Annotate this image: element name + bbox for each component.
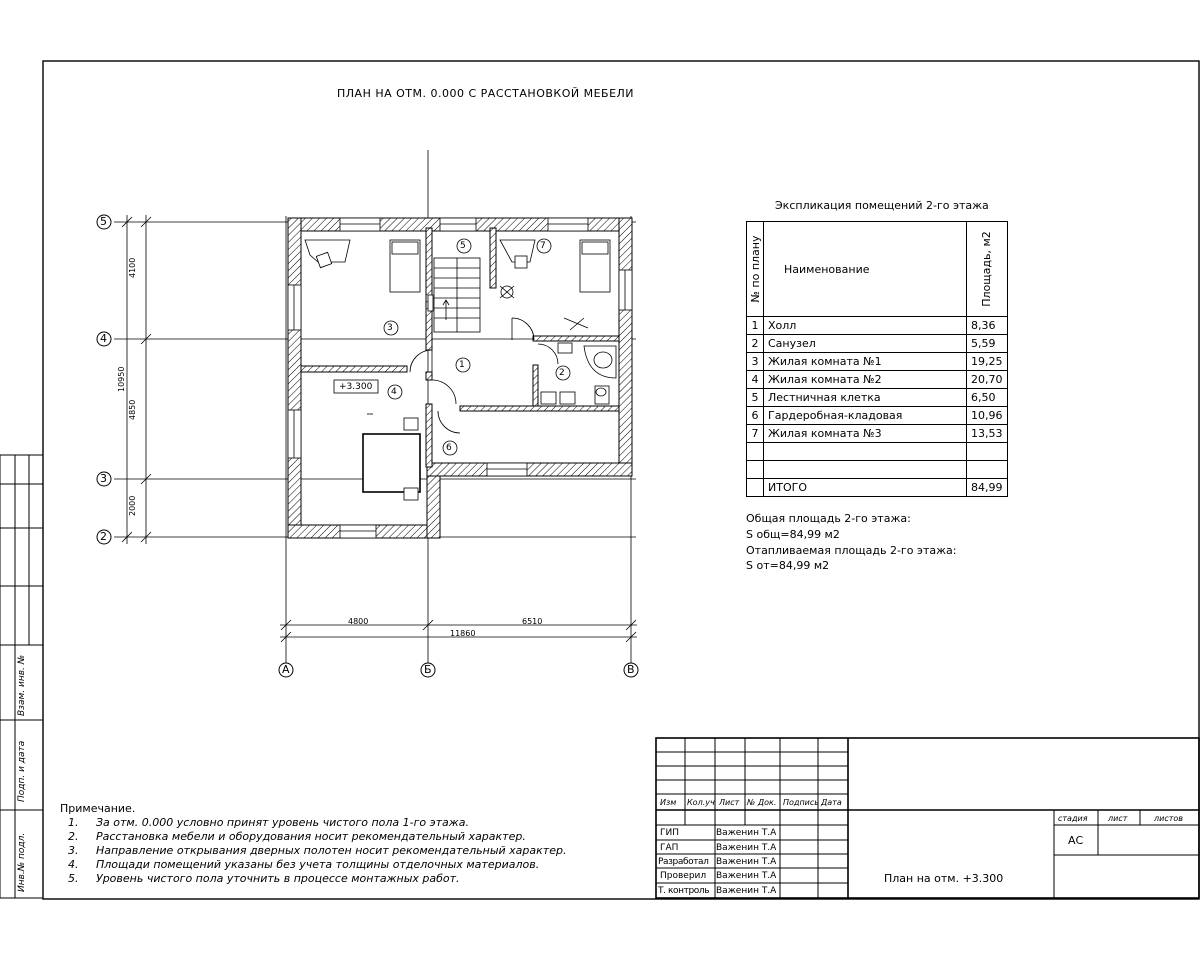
tb-col-koluch: Кол.уч (687, 798, 715, 807)
room-number-2: 2 (559, 368, 565, 378)
explication-header-area: Площадь, м2 (979, 231, 993, 307)
axis-row-3: 3 (100, 472, 107, 485)
tb-stage-label: стадия (1058, 814, 1088, 823)
room-number-4: 4 (391, 387, 397, 397)
dim-4100: 4100 (128, 257, 137, 278)
tb-name-0: Важенин Т.А (716, 828, 777, 838)
dim-6510: 6510 (522, 617, 543, 626)
notes-title: Примечание. (60, 802, 136, 815)
note-item: 3. Направление открывания дверных полотен носит рекомендательный характер. (68, 844, 567, 857)
explication-title: Экспликация помещений 2-го этажа (775, 199, 989, 212)
area-summary-line3: Отапливаемая площадь 2-го этажа: (746, 544, 957, 557)
staircase (434, 258, 480, 332)
tb-name-1: Важенин Т.А (716, 843, 777, 853)
axis-col-v: В (627, 663, 635, 676)
tb-role-1: ГАП (660, 843, 679, 853)
axis-row-4: 4 (100, 332, 107, 345)
tb-col-doc: № Док. (747, 798, 777, 807)
area-summary-line4: S от=84,99 м2 (746, 559, 830, 572)
tb-col-sign: Подпись (783, 798, 819, 807)
table-row: 4 Жилая комната №2 20,70 (747, 371, 1008, 389)
table-total-row: ИТОГО 84,99 (747, 479, 1008, 497)
tb-stage-value: АС (1068, 834, 1084, 847)
tb-col-date: Дата (821, 798, 842, 807)
table-row: 5 Лестничная клетка 6,50 (747, 389, 1008, 407)
axis-col-b: Б (424, 663, 432, 676)
table-row: 6 Гардеробная-кладовая 10,96 (747, 407, 1008, 425)
table-row: 7 Жилая комната №3 13,53 (747, 425, 1008, 443)
tb-col-list: Лист (719, 798, 740, 807)
room-number-6: 6 (446, 443, 452, 453)
tb-role-0: ГИП (660, 828, 679, 838)
note-item: 4. Площади помещений указаны без учета толщины отделочных материалов. (68, 858, 540, 871)
side-stamp-replace: Взам. инв. № (17, 654, 27, 716)
table-row (747, 443, 1008, 461)
elevation-tag: +3.300 (339, 382, 373, 392)
axis-row-5: 5 (100, 215, 107, 228)
room-number-1: 1 (459, 360, 465, 370)
note-item: 1. За отм. 0.000 условно принят уровень чистого пола 1-го этажа. (68, 816, 469, 829)
dim-4800: 4800 (348, 617, 369, 626)
table-row: 2 Санузел 5,59 (747, 335, 1008, 353)
side-stamp-sign-date: Подп. и дата (17, 740, 27, 802)
note-item: 5. Уровень чистого пола уточнить в процессе монтажных работ. (68, 872, 460, 885)
room-number-5: 5 (460, 241, 466, 251)
tb-col-izm: Изм (660, 798, 677, 807)
explication-header-num: № по плану (748, 235, 762, 303)
axis-col-a: А (282, 663, 290, 676)
column-axis-bubbles (279, 663, 638, 677)
dim-2000: 2000 (128, 495, 137, 516)
dim-10950: 10950 (117, 366, 126, 392)
side-stamp-inventory: Инв.№ подл. (17, 832, 27, 892)
area-summary-line2: S общ=84,99 м2 (746, 528, 840, 541)
table-row (747, 461, 1008, 479)
dim-11860: 11860 (450, 629, 476, 638)
sheet-frame (43, 61, 1199, 899)
dim-4850: 4850 (128, 399, 137, 420)
plan-title: ПЛАН НА ОТМ. 0.000 С РАССТАНОВКОЙ МЕБЕЛИ (337, 87, 635, 100)
tb-sheets-label: листов (1154, 814, 1183, 823)
tb-role-2: Разработал (658, 857, 709, 867)
explication-header-name: Наименование (784, 262, 870, 276)
tb-sheet-label: лист (1108, 814, 1128, 823)
tb-drawing-name: План на отм. +3.300 (884, 872, 1004, 885)
notes-block (60, 802, 566, 886)
tb-name-3: Важенин Т.А (716, 871, 777, 881)
table-row: 3 Жилая комната №1 19,25 (747, 353, 1008, 371)
tb-role-3: Проверил (660, 871, 707, 881)
room-number-3: 3 (387, 323, 393, 333)
tb-name-2: Важенин Т.А (716, 857, 777, 867)
tb-name-4: Важенин Т.А (716, 886, 777, 896)
tb-role-4: Т. контроль (658, 886, 710, 896)
room-number-7: 7 (540, 241, 546, 251)
row-axis-bubbles (97, 215, 111, 544)
table-row: 1 Холл 8,36 (747, 317, 1008, 335)
note-item: 2. Расстановка мебели и оборудования носит рекомендательный характер. (68, 830, 526, 843)
explication-table (746, 221, 1008, 497)
axis-row-2: 2 (100, 530, 107, 543)
area-summary-line1: Общая площадь 2-го этажа: (746, 512, 911, 525)
